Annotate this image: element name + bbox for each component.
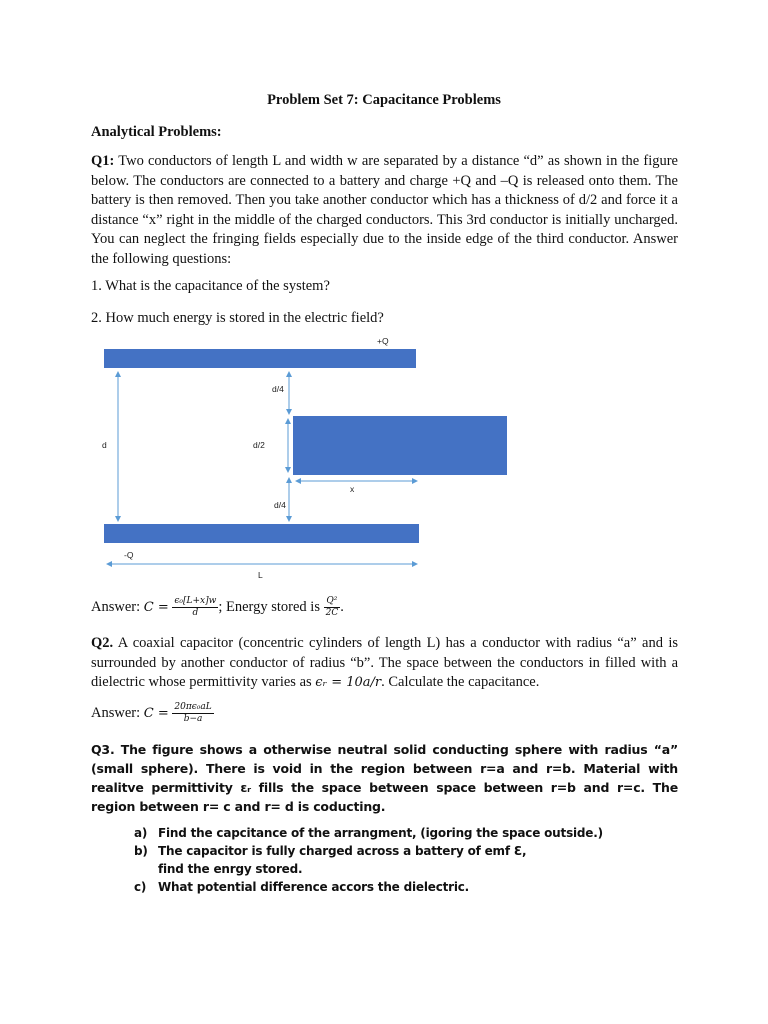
answer-1 — [91, 596, 344, 619]
list-item — [134, 878, 603, 896]
question-1-part-2: 2. How much energy is stored in the electric field? — [91, 310, 384, 326]
top-plate — [104, 349, 416, 368]
list-item — [134, 842, 603, 860]
question-1-text: Two conductors of length L and width w are separated by a distance “d” as shown in the figure below. The conductors are connected to a battery and charge +Q and –Q is released onto them. The battery is then removed. Then you take another conductor which has a thickness of d/2 and force it a distance “x” right in the middle of the charged conductors. This 3rd conductor is initially uncharged. You can neglect the fringing fields especially due to the inside edge of the third conductor. Answer the following questions: — [91, 153, 678, 267]
plus-q-label: +Q — [377, 336, 389, 346]
d4-top-label: d/4 — [272, 384, 284, 394]
answer-1-numerator: ϵ₀[L+x]w — [174, 596, 217, 606]
section-heading: Analytical Problems: — [91, 124, 222, 140]
list-item-text: What potential difference accors the dielectric. — [158, 880, 470, 894]
answer-1-lhs: C = — [143, 599, 169, 615]
minus-q-label: -Q — [124, 550, 134, 560]
answer-1-end: . — [340, 598, 344, 615]
answer-2-numerator: 20πϵ₀aL — [174, 702, 212, 712]
question-2 — [91, 634, 678, 693]
page-title: Problem Set 7: Capacitance Problems — [267, 92, 501, 108]
bottom-plate — [104, 524, 419, 543]
answer-2-denominator: b−a — [183, 714, 203, 724]
l-label: L — [258, 570, 263, 578]
d4-bottom-label: d/4 — [274, 500, 286, 510]
energy-denominator: 2C — [325, 608, 339, 618]
answer-1-mid: ; Energy stored is — [218, 598, 324, 615]
question-2-text: A coaxial capacitor (concentric cylinders of length L) has a conductor with radius “a” and is surrounded by another conductor of radius “b”. The space between the conductors in filled with a dielectric whose permittivity varies as — [91, 635, 678, 690]
list-item-label — [134, 860, 158, 878]
list-item-text: Find the capcitance of the arrangment, (igoring the space outside.) — [158, 826, 603, 840]
question-3-text: . The figure shows a otherwise neutral solid conducting sphere with radius “a” (small sphere). There is void in the region between r=a and r=b. Material with realitve permittivity εᵣ fills the space between space between r=b and r=c. The region between r= c and r= d is coducting. — [91, 742, 678, 814]
middle-conductor — [293, 416, 507, 475]
question-3 — [91, 740, 678, 816]
question-1 — [91, 152, 678, 269]
question-1-part-1: 1. What is the capacitance of the system? — [91, 278, 330, 294]
answer-2-fraction — [172, 702, 213, 725]
capacitor-diagram — [91, 332, 521, 578]
answer-1-denominator: d — [192, 608, 199, 618]
list-item-text: find the enrgy stored. — [158, 862, 303, 876]
answer-1-prefix: Answer: — [91, 598, 144, 615]
answer-2-prefix: Answer: — [91, 704, 144, 721]
capacitor-figure — [91, 332, 521, 583]
answer-1-fraction — [172, 596, 218, 619]
answer-2-lhs: C = — [143, 705, 169, 721]
question-3-list — [134, 824, 603, 896]
energy-fraction — [324, 596, 341, 619]
d2-label: d/2 — [253, 440, 265, 450]
question-3-label: Q3 — [91, 742, 110, 757]
energy-numerator: Q² — [324, 596, 341, 608]
permittivity-formula: ϵᵣ = 10a/r — [315, 675, 382, 690]
list-item-label: a) — [134, 826, 148, 840]
list-item — [134, 860, 603, 878]
question-2-label: Q2. — [91, 635, 114, 651]
question-2-tail: . Calculate the capacitance. — [381, 674, 540, 690]
x-label: x — [350, 484, 355, 494]
answer-2 — [91, 702, 214, 725]
list-item-text: The capacitor is fully charged across a battery of emf Ɛ, — [158, 844, 527, 858]
list-item-label: c) — [134, 880, 147, 894]
question-1-label: Q1: — [91, 153, 115, 169]
list-item — [134, 824, 603, 842]
d-label: d — [102, 440, 107, 450]
list-item-label: b) — [134, 844, 148, 858]
